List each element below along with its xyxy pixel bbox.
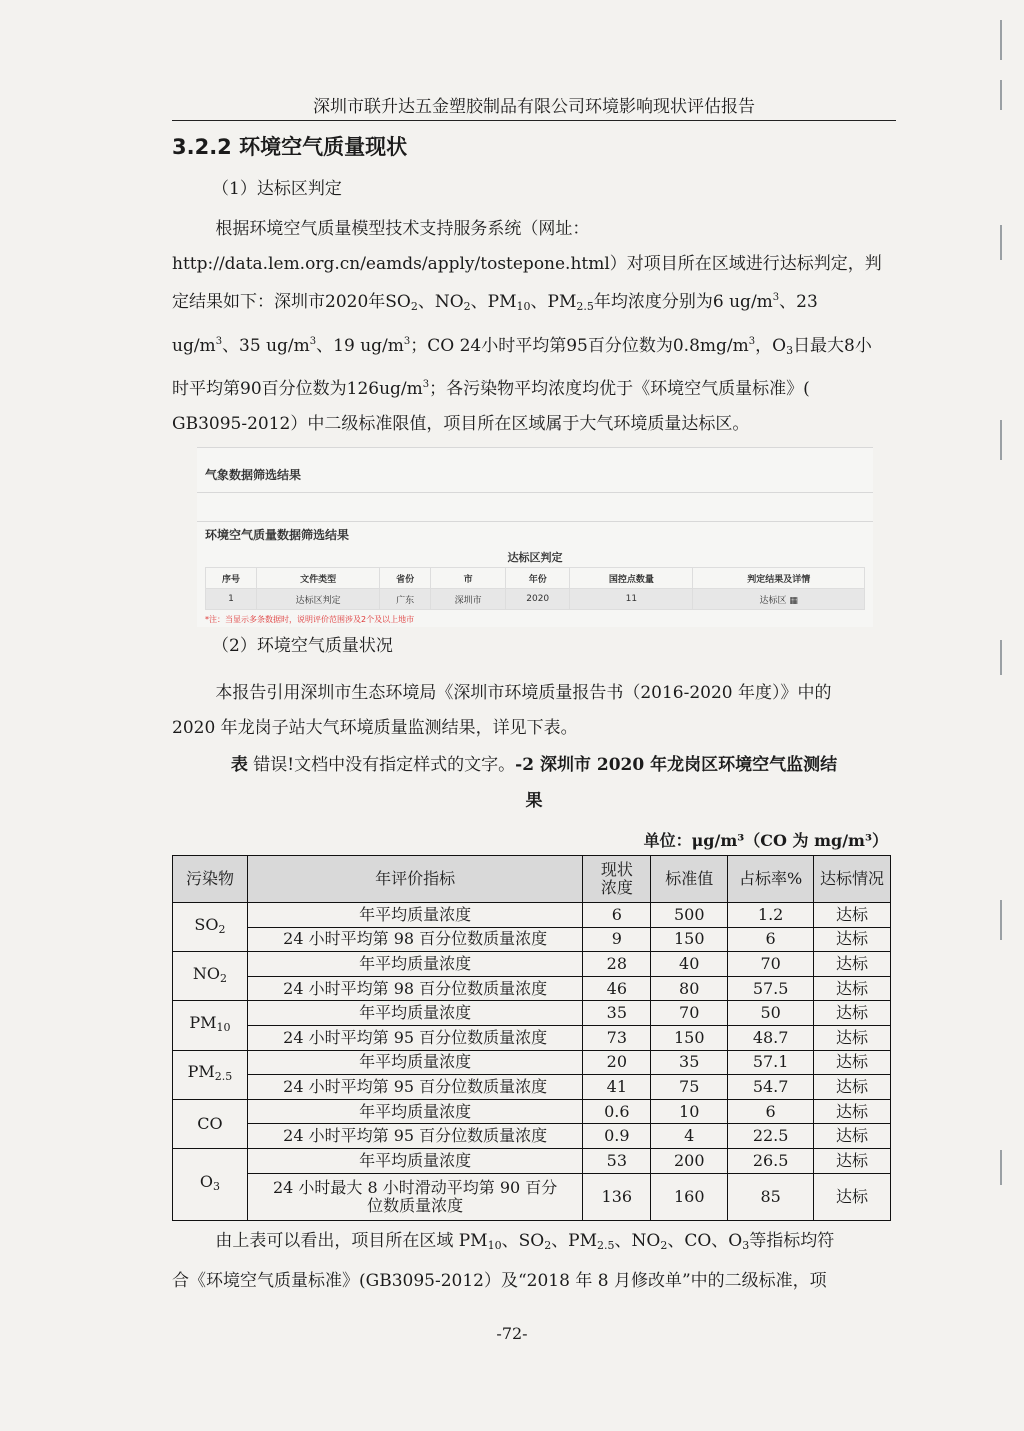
table-row: [173, 1025, 891, 1050]
monitoring-table: [172, 855, 891, 1221]
value-cell: 40: [651, 952, 728, 977]
header-indicator: 年评价指标: [247, 856, 582, 903]
value-cell: 达标: [814, 976, 891, 1001]
header-cell: 省份: [380, 568, 431, 589]
binding-mark: [992, 80, 1002, 110]
value-cell: 达标: [814, 1075, 891, 1100]
header-pollutant: 污染物: [173, 856, 248, 903]
value-cell: 达标: [814, 1173, 891, 1220]
value-cell: 54.7: [728, 1075, 814, 1100]
table-row: [173, 952, 891, 977]
header-cell: 市: [431, 568, 506, 589]
value-cell: 53: [583, 1148, 651, 1173]
indicator-cell: 年平均质量浓度: [247, 1148, 582, 1173]
table-caption: 表 错误!文档中没有指定样式的文字。-2 深圳市 2020 年龙岗区环境空气监测结 果: [230, 755, 838, 811]
indicator-cell: 24 小时平均第 98 百分位数质量浓度: [247, 927, 582, 952]
row-cell: 2020: [506, 589, 570, 610]
row-cell: 11: [570, 589, 693, 610]
header-standard: 标准值: [651, 856, 728, 903]
binding-mark: [992, 420, 1002, 460]
table-row: [173, 903, 891, 928]
binding-mark: [992, 225, 1002, 260]
value-cell: 85: [728, 1173, 814, 1220]
value-cell: 达标: [814, 952, 891, 977]
section-title: 3.2.2 环境空气质量现状: [172, 135, 408, 159]
binding-mark: [992, 640, 1002, 675]
screenshot-note: *注：当显示多条数据时，说明评价范围涉及2个及以上地市: [205, 615, 415, 624]
paragraph-1: 根据环境空气质量模型技术支持服务系统（网址： http://data.lem.org.cn/eamds/apply/tostepone.html）对项目所在区域进行达标判定，判 定结果如下：深圳市2020年$SO_2$、$NO_2$、$PM_{10}$、$PM_{2.5}$年均浓度分别为6 $ug/m^3$、23 $ug/m^3$、35 $ug/m^3$、19 $ug/m^3$；CO 24小时平均第95百分位数为$0.8mg/m^3$，$O_3$日最大8小 时平均第90百分位数为$126ug/m^3$；各污染物平均浓度均优于《环境空气质量标准》( GB3095-2012）中二级标准限值，项目所在区域属于大气环境质量达标区。: [172, 219, 882, 434]
pollutant-cell: $PM_{10}$: [173, 1001, 248, 1050]
value-cell: 35: [651, 1050, 728, 1075]
header-cell: 年份: [506, 568, 570, 589]
value-cell: 达标: [814, 903, 891, 928]
value-cell: 57.5: [728, 976, 814, 1001]
header-cell: 文件类型: [256, 568, 379, 589]
weather-filter-title: 气象数据筛选结果: [205, 468, 302, 482]
value-cell: 20: [583, 1050, 651, 1075]
value-cell: 50: [728, 1001, 814, 1026]
table-row: [173, 1075, 891, 1100]
pollutant-cell: $NO_2$: [173, 952, 248, 1001]
value-cell: 达标: [814, 1025, 891, 1050]
pollutant-cell: CO: [173, 1099, 248, 1148]
value-cell: 48.7: [728, 1025, 814, 1050]
indicator-cell: 24 小时平均第 95 百分位数质量浓度: [247, 1124, 582, 1149]
row-cell: 达标区判定: [256, 589, 379, 610]
value-cell: 达标: [814, 1050, 891, 1075]
unit-label: 单位：μg/m³（CO 为 mg/m³）: [643, 831, 888, 850]
table-row: [173, 1050, 891, 1075]
table-row: [173, 976, 891, 1001]
header-status: 达标情况: [814, 856, 891, 903]
value-cell: 500: [651, 903, 728, 928]
header-cell: 序号: [206, 568, 257, 589]
indicator-cell: 年平均质量浓度: [247, 1050, 582, 1075]
row-cell: 达标区 ▦: [693, 589, 865, 610]
indicator-cell: 24 小时平均第 95 百分位数质量浓度: [247, 1025, 582, 1050]
value-cell: 22.5: [728, 1124, 814, 1149]
paragraph-3: 由上表可以看出，项目所在区域 $PM_{10}$、$SO_2$、$PM_{2.5}$、$NO_2$、CO、$O_3$等指标均符 合《环境空气质量标准》(GB3095-2012）及“2018 年 8 月修改单”中的二级标准，项: [172, 1231, 835, 1291]
value-cell: 35: [583, 1001, 651, 1026]
header-cell: 判定结果及详情: [693, 568, 865, 589]
value-cell: 1.2: [728, 903, 814, 928]
value-cell: 6: [728, 1099, 814, 1124]
indicator-cell: 24 小时最大 8 小时滑动平均第 90 百分位数质量浓度: [247, 1173, 582, 1220]
screenshot-bar: [197, 447, 873, 493]
table-row: [173, 1001, 891, 1026]
screenshot-figure: [197, 447, 873, 627]
value-cell: 28: [583, 952, 651, 977]
compliance-table-title: 达标区判定: [507, 551, 563, 564]
indicator-cell: 年平均质量浓度: [247, 1001, 582, 1026]
row-cell: 1: [206, 589, 257, 610]
table-row: [173, 927, 891, 952]
value-cell: 0.6: [583, 1099, 651, 1124]
value-cell: 73: [583, 1025, 651, 1050]
row-cell: 广东: [380, 589, 431, 610]
binding-mark: [992, 900, 1002, 940]
subsection-1: （1）达标区判定: [212, 179, 342, 199]
paragraph-2: 本报告引用深圳市生态环境局《深圳市环境质量报告书（2016-2020 年度）》中的 2020 年龙岗子站大气环境质量监测结果，详见下表。: [172, 683, 832, 738]
page-header: 深圳市联升达五金塑胶制品有限公司环境影响现状评估报告: [172, 92, 896, 121]
value-cell: 70: [728, 952, 814, 977]
indicator-cell: 年平均质量浓度: [247, 903, 582, 928]
indicator-cell: 24 小时平均第 95 百分位数质量浓度: [247, 1075, 582, 1100]
table-row: [173, 1124, 891, 1149]
value-cell: 6: [728, 927, 814, 952]
value-cell: 70: [651, 1001, 728, 1026]
header-cell: 国控点数量: [570, 568, 693, 589]
value-cell: 6: [583, 903, 651, 928]
value-cell: 达标: [814, 1124, 891, 1149]
value-cell: 达标: [814, 1001, 891, 1026]
indicator-cell: 年平均质量浓度: [247, 952, 582, 977]
binding-mark: [992, 1150, 1002, 1185]
value-cell: 达标: [814, 1148, 891, 1173]
value-cell: 80: [651, 976, 728, 1001]
value-cell: 10: [651, 1099, 728, 1124]
value-cell: 150: [651, 927, 728, 952]
air-filter-title: 环境空气质量数据筛选结果: [205, 528, 350, 542]
value-cell: 4: [651, 1124, 728, 1149]
divider: [197, 521, 873, 522]
indicator-cell: 24 小时平均第 98 百分位数质量浓度: [247, 976, 582, 1001]
pollutant-cell: $O_3$: [173, 1148, 248, 1220]
table-row: [173, 1173, 891, 1220]
detail-icon: ▦: [789, 595, 798, 606]
value-cell: 0.9: [583, 1124, 651, 1149]
value-cell: 57.1: [728, 1050, 814, 1075]
row-cell: 深圳市: [431, 589, 506, 610]
binding-mark: [992, 20, 1002, 60]
value-cell: 150: [651, 1025, 728, 1050]
table-row: [173, 1148, 891, 1173]
header-ratio: 占标率%: [728, 856, 814, 903]
value-cell: 46: [583, 976, 651, 1001]
value-cell: 达标: [814, 1099, 891, 1124]
page-number: -72-: [496, 1324, 528, 1343]
value-cell: 9: [583, 927, 651, 952]
value-cell: 160: [651, 1173, 728, 1220]
value-cell: 41: [583, 1075, 651, 1100]
value-cell: 200: [651, 1148, 728, 1173]
indicator-cell: 年平均质量浓度: [247, 1099, 582, 1124]
value-cell: 75: [651, 1075, 728, 1100]
header-concentration: 现状浓度: [583, 856, 651, 903]
table-row: [173, 1099, 891, 1124]
pollutant-cell: $PM_{2.5}$: [173, 1050, 248, 1099]
value-cell: 26.5: [728, 1148, 814, 1173]
subsection-2: （2）环境空气质量状况: [212, 636, 393, 656]
pollutant-cell: $SO_2$: [173, 903, 248, 952]
value-cell: 达标: [814, 927, 891, 952]
value-cell: 136: [583, 1173, 651, 1220]
compliance-table: [205, 547, 865, 610]
